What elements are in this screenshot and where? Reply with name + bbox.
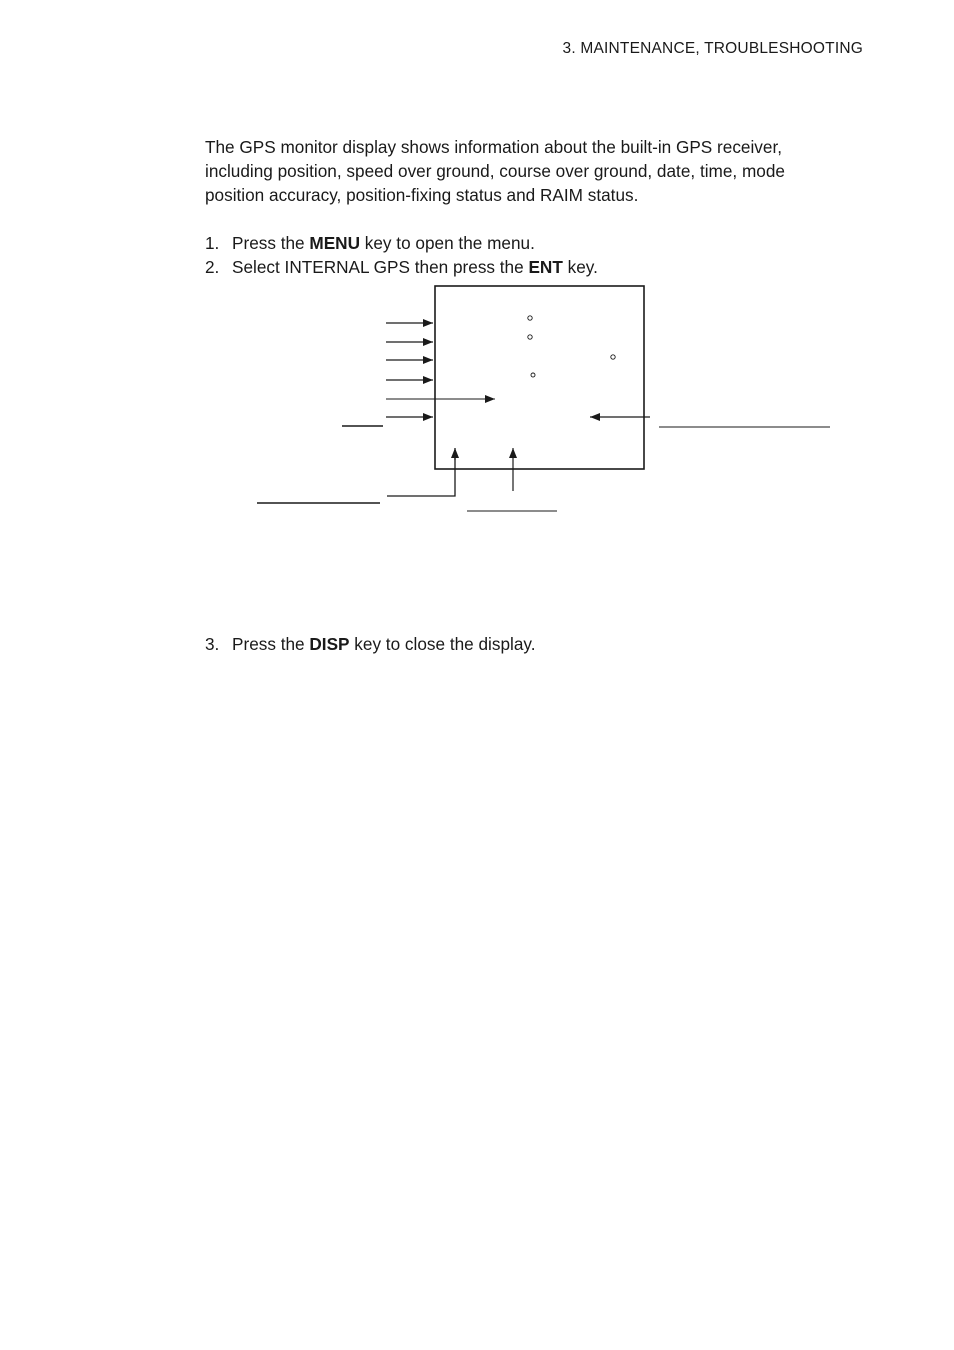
step-text: key. — [562, 257, 598, 277]
key-name: ENT — [528, 257, 563, 277]
step-text: key to open the menu. — [360, 233, 535, 253]
key-name: MENU — [309, 233, 360, 253]
page-header: 3. MAINTENANCE, TROUBLESHOOTING — [562, 40, 863, 57]
degree-symbol — [528, 316, 532, 320]
degree-symbol — [531, 373, 535, 377]
step-3 — [205, 632, 536, 656]
step-text: Press the — [232, 233, 310, 253]
step-text: key to close the display. — [349, 634, 536, 654]
step-text: Press the — [232, 634, 310, 654]
step-number: 1. — [205, 233, 220, 253]
display-screen-frame — [435, 286, 644, 469]
degree-symbol — [611, 355, 615, 359]
degree-symbol — [528, 335, 532, 339]
callout-leader — [387, 450, 455, 496]
step-text: Select INTERNAL GPS then press the — [232, 257, 529, 277]
key-name: DISP — [309, 634, 350, 654]
intro-paragraph: The GPS monitor display shows information about the built-in GPS receiver, including position, speed over ground, course over ground, date, time, mode position accuracy, position-fixing status and RAIM status. — [205, 137, 785, 205]
step-number: 3. — [205, 634, 220, 654]
step-number: 2. — [205, 257, 220, 277]
